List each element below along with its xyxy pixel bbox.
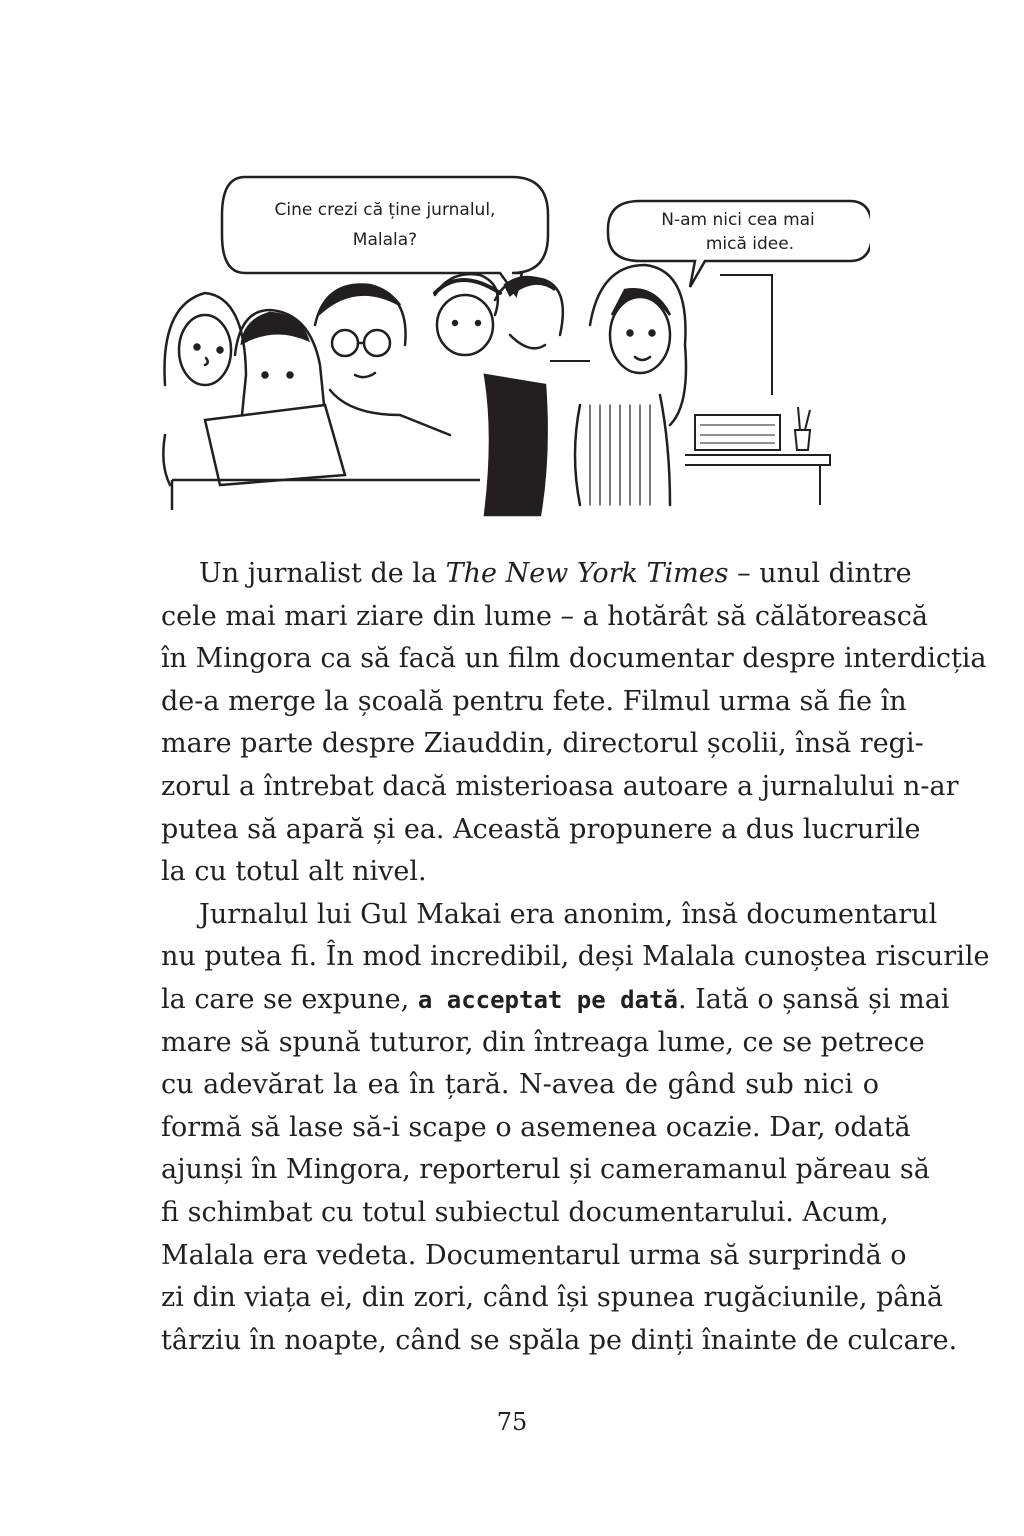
bubble-left-line1: Cine crezi că ține jurnalul, — [274, 200, 496, 220]
text-line: la cu totul alt nivel. — [161, 856, 427, 888]
text-line: târziu în noapte, când se spăla pe dinți înainte de culcare. — [161, 1324, 958, 1356]
text-line: putea să apară și ea. Această propunere a dus lucrurile — [161, 813, 921, 845]
text-line: mare să spună tuturor, din întreaga lume, ce se petrece — [161, 1026, 925, 1058]
bubble-right-line2: mică idee. — [705, 234, 795, 254]
text-line: de-a merge la școală pentru fete. Filmul urma să fie în — [161, 685, 907, 717]
page-number: 75 — [496, 1408, 528, 1436]
highlighted-phrase: a acceptat pe dată — [417, 985, 678, 1014]
text-line: în Mingora ca să facă un film documentar despre interdicția — [161, 643, 987, 675]
text-line: Malala era vedeta. Documentarul urma să surprindă o — [161, 1239, 907, 1271]
text-line: cele mai mari ziare din lume – a hotărât să călătorească — [161, 600, 928, 632]
laptop-icon — [205, 405, 345, 485]
paragraph-2 — [161, 894, 990, 1363]
text-line: Un jurnalist de la The New York Times – unul dintre — [199, 558, 912, 589]
text-line: fi schimbat cu totul subiectul documentarului. Acum, — [161, 1196, 889, 1228]
text-line: mare parte despre Ziauddin, directorul școlii, însă regi- — [161, 728, 924, 760]
bubble-right-line1: N-am nici cea mai — [661, 210, 815, 230]
wall-window-icon — [550, 275, 772, 395]
text-line: zorul a întrebat dacă misterioasa autoare a jurnalului n-ar — [161, 770, 959, 802]
text-line: formă să lase să-i scape o asemenea ocazie. Dar, odată — [161, 1111, 911, 1143]
text-line: ajunși în Mingora, reporterul și cameramanul păreau să — [161, 1154, 930, 1186]
shelf-icon — [685, 407, 830, 505]
newspaper-title: The New York Times — [445, 558, 729, 589]
text-line: zi din viața ei, din zori, când își spunea rugăciunile, până — [161, 1282, 943, 1314]
desk-icon — [172, 480, 480, 510]
text-line: cu adevărat la ea în țară. N-avea de gând sub nici o — [161, 1069, 879, 1101]
body-text — [161, 553, 990, 1362]
paragraph-1 — [161, 553, 987, 894]
illustration-drawing — [150, 175, 870, 525]
bubble-left-line2: Malala? — [352, 230, 418, 250]
text-line: Jurnalul lui Gul Makai era anonim, însă documentarul — [199, 898, 938, 930]
text-line: la care se expune, a acceptat pe dată. Iată o șansă și mai — [161, 983, 950, 1015]
text-line: nu putea fi. În mod incredibil, deși Malala cunoștea riscurile — [161, 941, 990, 973]
comic-illustration — [150, 175, 870, 525]
speech-bubble-left — [222, 177, 548, 295]
